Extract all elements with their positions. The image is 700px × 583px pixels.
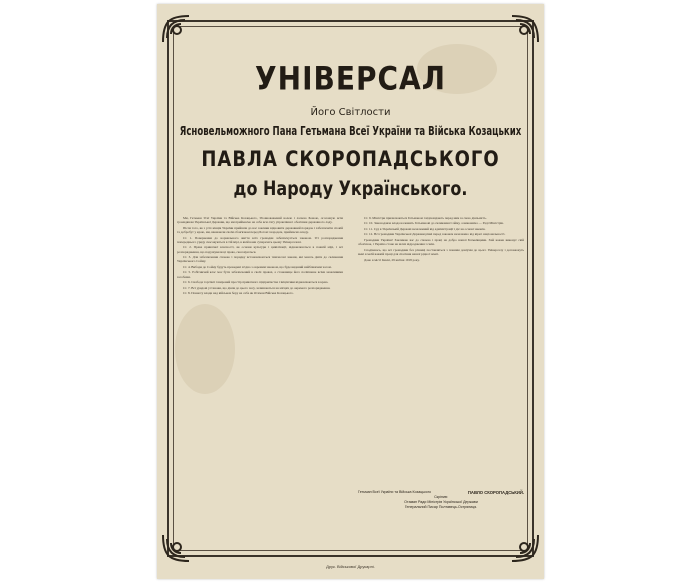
paragraph: Ст. 5. Робітничий клас має бути забезпечений в своїх правах, а становище його поліпшене всіма можливими засобами. (177, 270, 343, 279)
addressee-line: до Народу Українського. (233, 177, 468, 200)
corner-ornament-icon (508, 531, 542, 565)
countersign-name: Генеральний Писар Полтавець-Остряниця. (404, 505, 478, 509)
paragraph: Ст. 6. Свобода торгівлі і широкий простір приватного підприємства і ініціативи відновлюються в краю. (183, 280, 329, 285)
paragraph: Ст. 11. Суд в Українській Державі незалежний від адміністрації і діє на основі законів. (364, 226, 486, 231)
paragraph: Сподіваюсь, що всі громадяни без різниці поставляться з повним довір'ям до цього Універсалу і допоможуть мені в моїй важкій праці для спасіння нашої рідної землі. (358, 247, 524, 257)
document-sheet (157, 4, 544, 579)
paragraph: Ст. 8. Повноту влади над військом беру на себе як Отаман Війська Козацького. (183, 291, 294, 296)
paragraph: Ст. 10. Законодавча влада належить Гетьманові до скликання Сойму, а виконавча — Раді Міністрів. (364, 221, 504, 226)
paragraph: Ст. 7. Всі урядові установи, що діяли до цього часу, залишаються на місцях до окремого розпорядження. (183, 285, 331, 290)
hetman-name: ПАВЛА СКОРОПАДСЬКОГО (201, 146, 500, 173)
printer-imprint: Друк. Військової Друкарні. (326, 564, 375, 569)
paragraph: Ст. 4. Вибори до Сойму будуть проведені згідно з окремим законом, що буде виданий найближчим часом. (183, 264, 332, 269)
paragraph: Ст. 12. Всі громадяни Української Держави рівні перед законом незалежно від віри і національності. (364, 232, 506, 237)
paragraph: Ст. 2. Права приватної власності, як основи культури і цивілізації, відновлюються в повній мірі, і всі розпорядження, що порушували ці права, скасовуються. (177, 245, 343, 254)
paragraph: Громадяни України! Закликаю вас до спокою і праці на добро нашої Батьківщини. Хай кожен виконує свій обов'язок, і Україна стане на шлях відродження і сили. (358, 237, 524, 247)
corner-ornament-icon (159, 12, 193, 46)
hetman-title-line: Ясновельможного Пана Гетьмана Всеї України та Війська Козацьких (179, 124, 522, 139)
countersign-title: Отаман Ради Міністрів Української Держави (404, 500, 478, 504)
document-title: УНІВЕРСАЛ (255, 59, 446, 98)
corner-ornament-icon (508, 12, 542, 46)
paragraph: Дано в місті Києві, 29 квітня 1918 року. (364, 257, 420, 262)
signature-block (358, 490, 524, 510)
text-column-right (358, 216, 524, 534)
text-column-left (177, 216, 343, 534)
signature-name: ПАВЛО СКОРОПАДСЬКИЙ. (467, 490, 524, 495)
countersign-label: Скріпив: (434, 495, 448, 499)
signature-title: Гетьман Всеї України та Війська Козацького (358, 490, 432, 494)
corner-ornament-icon (159, 531, 193, 565)
paragraph: Ст. 3. Для забезпечення спокою і порядку встановлюються тимчасові закони, які мають діяти до скликання Українського Сойму. (177, 255, 343, 264)
paragraph: Ст. 1. Повернення до нормального життя всіх громадян забезпечується законом. Усі розпорядження попереднього уряду скасовуються в тій мірі, в якій вони суперечать цьому Універсалові. (177, 235, 343, 244)
document-subtitle: Його Світлости (310, 107, 391, 118)
paragraph: Після того, як з усіх кінців України прийшли до нас заклики відновити державний порядок і забезпечити спокій та добробут у краю, ми, вважаючи своїм обов'язком перед Богом і народом, приймаємо владу. (177, 225, 343, 235)
paragraph: Ст. 9. Міністри призначаються Гетьманом і відповідають перед ним за свою діяльність. (364, 216, 487, 220)
paragraph: Ми, Гетьман Усеї України та Війська Козацького, Уповноважений волею і ласкою Божою, оголошую всім громадянам Української Держави, що ми приймаємо на себе всю тягу управління і обов'язки державного ладу. (177, 216, 343, 225)
